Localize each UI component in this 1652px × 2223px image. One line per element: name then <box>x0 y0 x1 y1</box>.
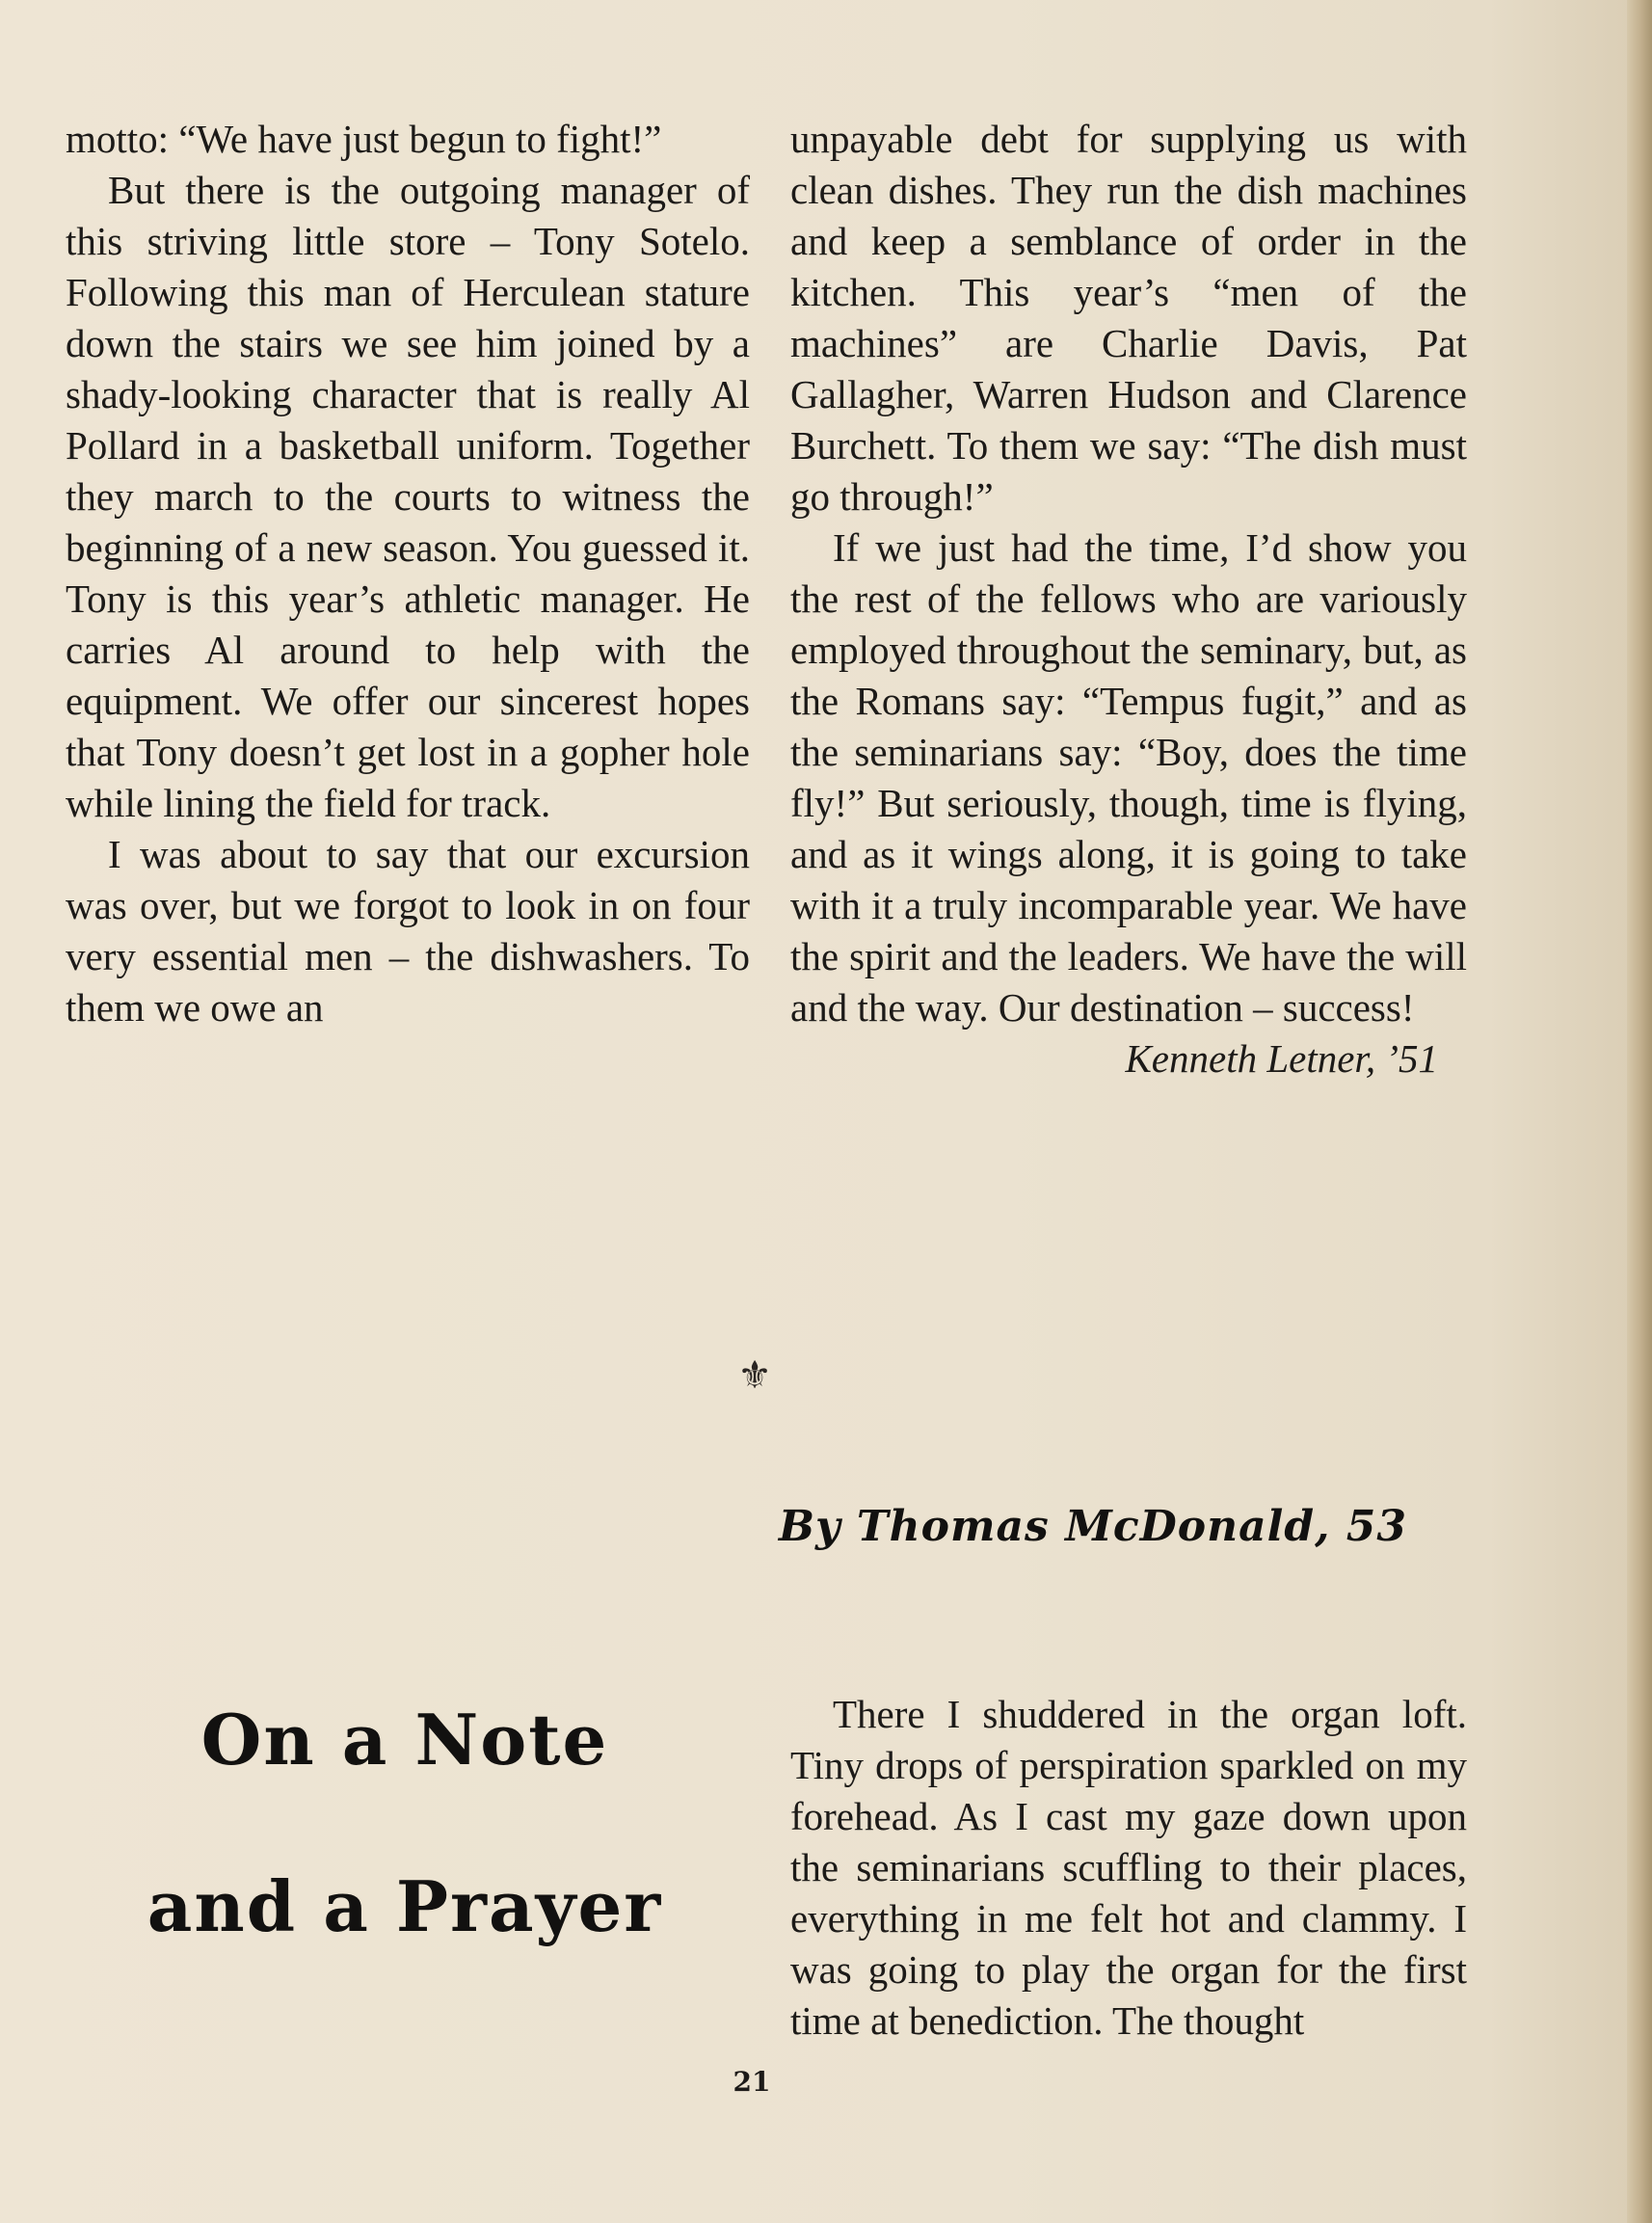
article-byline: By Thomas McDonald, 53 <box>778 1502 1407 1551</box>
author-signature: Kenneth Letner, ’51 <box>1125 1036 1438 1081</box>
article-title-line-2: and a Prayer <box>147 1865 663 1947</box>
book-spine-edge <box>1627 0 1652 2223</box>
right-paragraph-1: unpayable debt for supplying us with clean dishes. They run the dish machines and keep a semblance of order in the kitchen. This year’s “men of the machines” are Charlie Davis, Pat Gallagher, Warren Hudson and Clarence Burchett. To them we say: “The dish must go through!” <box>790 117 1467 519</box>
right-paragraph-2: If we just had the time, I’d show you the rest of the fellows who are variously employed throughout the seminary, but, as the Romans say: “Tempus fugit,” and as the seminarians say: “Boy, does the time fly!” But seriously, though, time is flying, and as it wings along, it is going to take with it a truly incomparable year. We have the spirit and the leaders. We have the will and the way. Our destination – success! <box>790 525 1467 1030</box>
left-paragraph-2: But there is the outgoing manager of this striving little store – Tony Sotelo. Following this man of Herculean stature down the stairs we see him joined by a shady-looking character that is really Al Pollard in a basketball uniform. Together they march to the courts to witness the beginning of a new season. You guessed it. Tony is this year’s athletic manager. He carries Al around to help with the equipment. We offer our sincerest hopes that Tony doesn’t get lost in a gopher hole while lining the field for track. <box>66 168 750 825</box>
story-paragraph-1: There I shuddered in the organ loft. Tiny drops of perspiration sparkled on my forehead. As I cast my gaze down upon the seminarians scuffling to their places, everything in me felt hot and clammy. I was going to play the organ for the first time at benediction. The thought <box>790 1692 1467 2043</box>
right-column <box>790 114 1467 1085</box>
left-paragraph-3: I was about to say that our excursion was over, but we forgot to look in on four very essential men – the dishwashers. To them we owe an <box>66 832 750 1030</box>
page-number: 21 <box>733 2066 771 2098</box>
fleur-de-lis-icon: ⚜ <box>737 1353 772 1398</box>
article-title-line-1: On a Note <box>200 1699 609 1781</box>
left-column <box>66 114 750 1033</box>
left-paragraph-1: motto: “We have just begun to fight!” <box>66 117 662 161</box>
story-column <box>790 1689 1467 2047</box>
